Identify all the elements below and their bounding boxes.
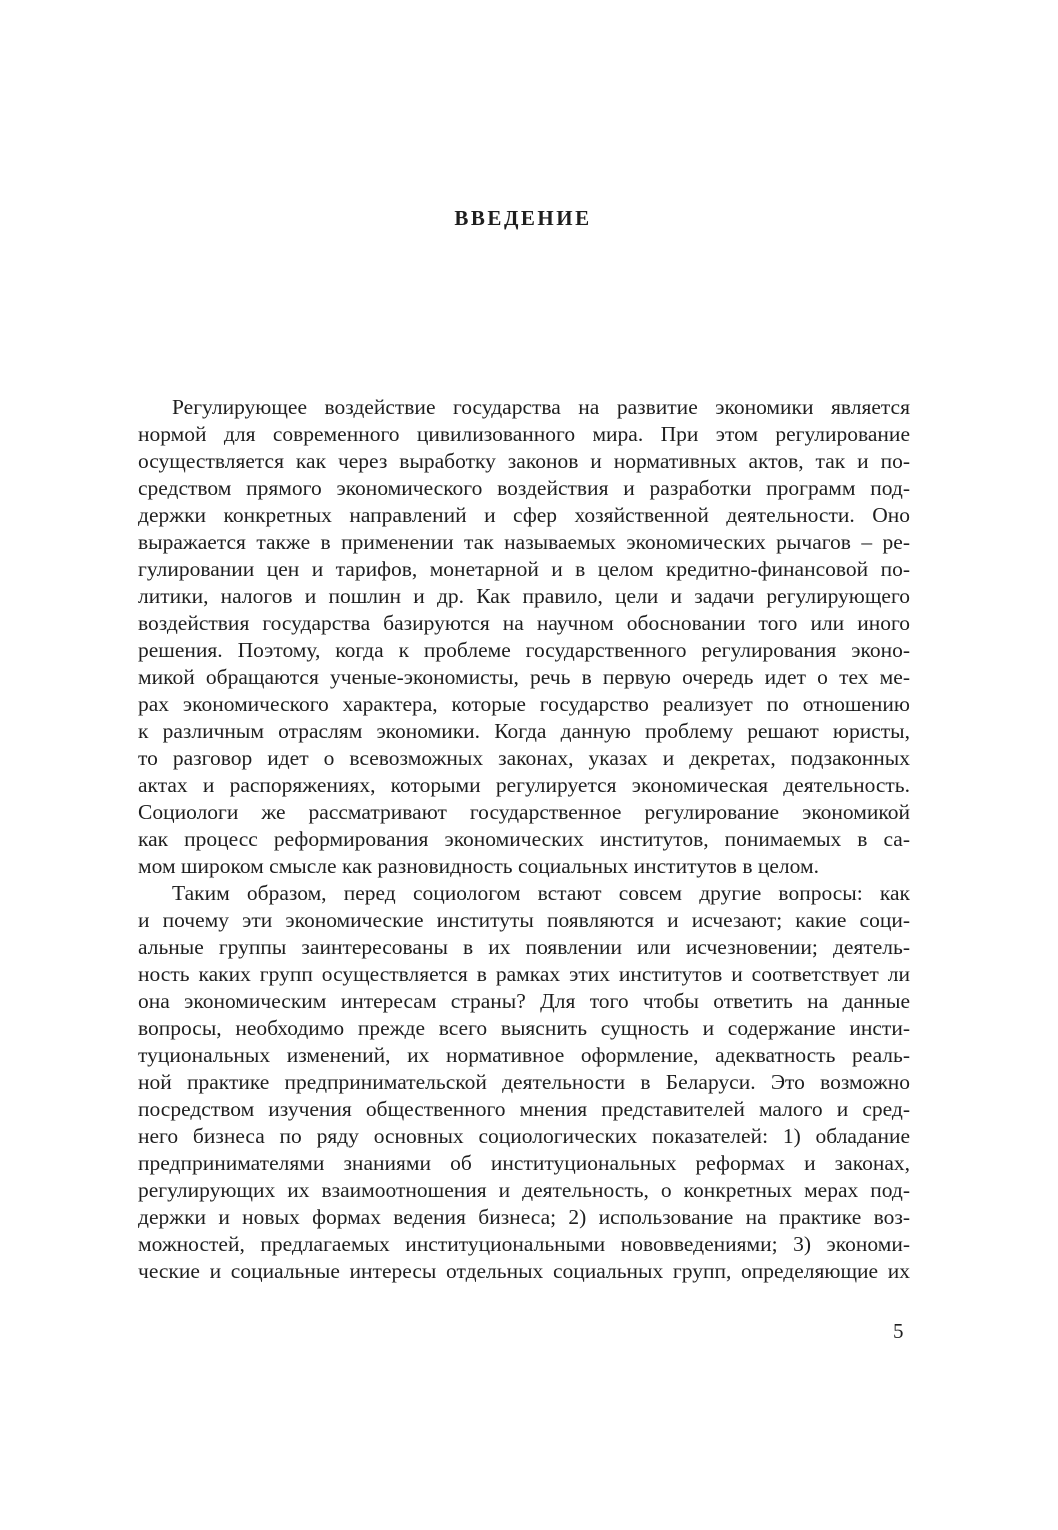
text-line: ность каких групп осуществляется в рамках этих институтов и соответствует ли (138, 962, 910, 986)
text-line: нормой для современного цивилизованного мира. При этом регулирование (138, 422, 910, 446)
text-line: гулировании цен и тарифов, монетарной и в целом кредитно-финансовой по- (138, 557, 910, 581)
text-line: туциональных изменений, их нормативное оформление, адекватность реаль- (138, 1043, 910, 1067)
text-line: рах экономического характера, которые государство реализует по отношению (138, 692, 910, 716)
text-line: него бизнеса по ряду основных социологических показателей: 1) обладание (138, 1124, 910, 1148)
text-line: держки конкретных направлений и сфер хозяйственной деятельности. Оно (138, 503, 910, 527)
text-line: можностей, предлагаемых институциональными нововведениями; 3) экономи- (138, 1232, 910, 1256)
text-line: регулирующих их взаимоотношения и деятельность, о конкретных мерах под- (138, 1178, 910, 1202)
text-line: то разговор идет о всевозможных законах, указах и декретах, подзаконных (138, 746, 910, 770)
text-line: актах и распоряжениях, которыми регулируется экономическая деятельность. (138, 773, 910, 797)
paragraph-2 (138, 880, 910, 1285)
text-line: вопросы, необходимо прежде всего выяснить сущность и содержание инсти- (138, 1016, 910, 1040)
text-line: выражается также в применении так называемых экономических рычагов – ре- (138, 530, 910, 554)
text-line: Социологи же рассматривают государственное регулирование экономикой (138, 800, 910, 824)
text-line: решения. Поэтому, когда к проблеме государственного регулирования эконо- (138, 638, 910, 662)
text-line: посредством изучения общественного мнения представителей малого и сред- (138, 1097, 910, 1121)
text-line: и почему эти экономические институты появляются и исчезают; какие соци- (138, 908, 910, 932)
text-line: она экономическим интересам страны? Для того чтобы ответить на данные (138, 989, 910, 1013)
text-line: воздействия государства базируются на научном обосновании того или иного (138, 611, 910, 635)
text-line: литики, налогов и пошлин и др. Как правило, цели и задачи регулирующего (138, 584, 910, 608)
page-title: ВВЕДЕНИЕ (454, 206, 592, 230)
text-line: микой обращаются ученые-экономисты, речь в первую очередь идет о тех ме- (138, 665, 910, 689)
text-line: средством прямого экономического воздействия и разработки программ под- (138, 476, 910, 500)
page-number: 5 (893, 1319, 904, 1343)
text-line: ной практике предпринимательской деятельности в Беларуси. Это возможно (138, 1070, 910, 1094)
text-line: Таким образом, перед социологом встают совсем другие вопросы: как (172, 881, 910, 905)
text-line: Регулирующее воздействие государства на развитие экономики является (172, 395, 910, 419)
text-line: предпринимателями знаниями об институциональных реформах и законах, (138, 1151, 910, 1175)
body-text (138, 394, 910, 1285)
paragraph-1 (138, 394, 910, 880)
text-line: как процесс реформирования экономических институтов, понимаемых в са- (138, 827, 910, 851)
text-line: мом широком смысле как разновидность социальных институтов в целом. (138, 854, 819, 878)
text-line: держки и новых формах ведения бизнеса; 2) использование на практике воз- (138, 1205, 910, 1229)
text-line: осуществляется как через выработку законов и нормативных актов, так и по- (138, 449, 910, 473)
text-line: альные группы заинтересованы в их появлении или исчезновении; деятель- (138, 935, 910, 959)
text-line: к различным отраслям экономики. Когда данную проблему решают юристы, (138, 719, 910, 743)
text-line: ческие и социальные интересы отдельных социальных групп, определяющие их (138, 1259, 910, 1283)
